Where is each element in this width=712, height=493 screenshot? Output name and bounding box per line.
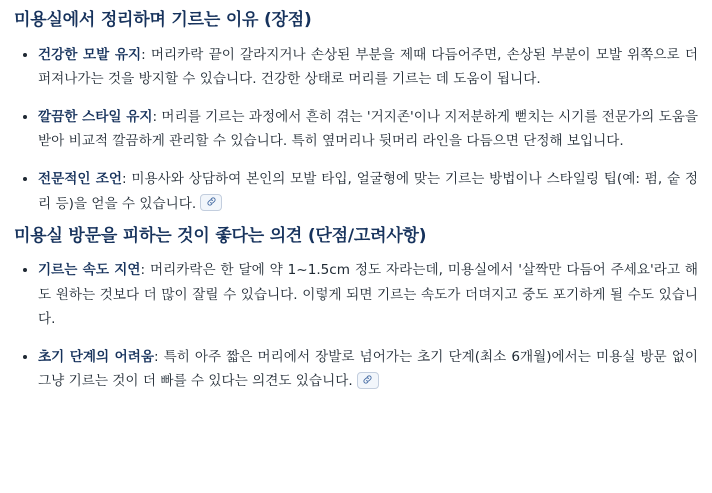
list-item-text: : 머리를 기르는 과정에서 흔히 겪는 '거지존'이나 지저분하게 뻗치는 시기를 전문가의 도움을 받아 비교적 깔끔하게 관리할 수 있습니다. 특히 옆머리나 뒷머리 라인을 다듬으면 단정해 보입니다. [38, 109, 698, 150]
list-item-lead: 건강한 모발 유지 [38, 46, 142, 63]
list-item-lead: 초기 단계의 어려움 [38, 348, 154, 365]
page-title: 미용실에서 정리하며 기르는 이유 (장점) [14, 10, 312, 30]
list-item-text: : 머리카락 끝이 갈라지거나 손상된 부분을 제때 다듬어주면, 손상된 부분이 모발 위쪽으로 더 퍼져나가는 것을 방지할 수 있습니다. 건강한 상태로 머리를 기르는 데 도움이 됩니다. [38, 46, 699, 87]
list-item [14, 345, 698, 393]
list-item-text: : 미용사와 상담하여 본인의 모발 타입, 얼굴형에 맞는 기르는 방법이나 스타일링 팁(예: 펌, 숱 정리 등)을 얻을 수 있습니다. [38, 171, 698, 212]
list-item-lead: 전문적인 조언 [38, 171, 122, 188]
disadvantages-list [14, 258, 698, 393]
link-icon[interactable] [357, 372, 379, 389]
section-disadvantages [14, 224, 698, 394]
list-item [14, 258, 698, 331]
list-item [14, 105, 698, 153]
link-icon[interactable] [200, 194, 222, 211]
advantages-list [14, 43, 698, 216]
section-advantages [14, 8, 698, 216]
list-item-text: : 머리카락은 한 달에 약 1~1.5cm 정도 자라는데, 미용실에서 '살짝만 다듬어 주세요'라고 해도 원하는 것보다 더 많이 잘릴 수 있습니다. 이렇게 되면 기르는 속도가 더뎌지고 중도 포기하게 될 수도 있습니다. [38, 262, 698, 327]
section-title: 미용실 방문을 피하는 것이 좋다는 의견 (단점/고려사항) [14, 225, 427, 246]
list-item-text: : 특히 아주 짧은 머리에서 장발로 넘어가는 초기 단계(최소 6개월)에서는 미용실 방문 없이 그냥 기르는 것이 더 빠를 수 있다는 의견도 있습니다. [38, 348, 698, 390]
list-item-lead: 깔끔한 스타일 유지 [38, 109, 153, 126]
list-item [14, 167, 698, 215]
list-item-lead: 기르는 속도 지연 [38, 262, 141, 279]
list-item [14, 43, 698, 91]
